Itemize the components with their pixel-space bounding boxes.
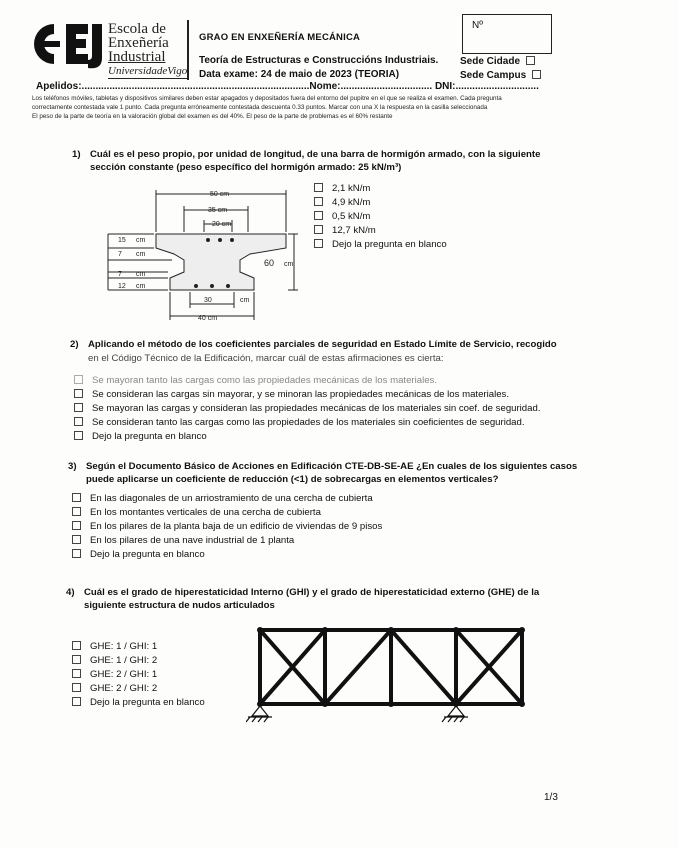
option-checkbox[interactable] [72, 641, 81, 650]
exam-date: Data exame: 24 de maio de 2023 (TEORIA) [199, 69, 400, 80]
option-checkbox[interactable] [72, 683, 81, 692]
school-name [108, 22, 187, 79]
option[interactable] [314, 210, 447, 224]
header-divider [187, 20, 189, 80]
pin-support-icon [442, 706, 468, 722]
option-label: Dejo la pregunta en blanco [90, 697, 205, 708]
option-label: Se mayoran tanto las cargas como las propiedades mecánicas de los materiales. [92, 375, 438, 386]
question-3 [68, 460, 588, 490]
dim-bot-width: 40 cm [198, 315, 218, 322]
option-label: Dejo la pregunta en blanco [92, 431, 207, 442]
option-checkbox[interactable] [72, 535, 81, 544]
option-label: 12,7 kN/m [332, 225, 376, 236]
option[interactable] [72, 548, 382, 562]
school-line-3: Industrial [108, 49, 166, 65]
dim-bot-web: 30 [204, 297, 212, 304]
option-checkbox[interactable] [74, 375, 83, 384]
option-checkbox[interactable] [72, 669, 81, 678]
option-label: En los pilares de la planta baja de un edificio de viviendas de 9 pisos [90, 521, 383, 532]
course-title: Teoría de Estructuras e Construccións Industriais. [199, 55, 439, 66]
page-number: 1/3 [544, 792, 558, 803]
question-number: 2) [70, 339, 79, 350]
dim-top-width: 50 cm [210, 191, 230, 198]
truss-diagram [246, 618, 536, 728]
option-checkbox[interactable] [314, 197, 323, 206]
option[interactable] [74, 388, 540, 402]
option-label: En los pilares de una nave industrial de 1 planta [90, 535, 295, 546]
option[interactable] [72, 492, 382, 506]
question-text: Cuál es el peso propio, por unidad de longitud, de una barra de hormigón armado, con la siguiente sección constante (peso específico del hormigón armado: 25 kN/m³) [90, 149, 541, 173]
dim-bot-flange: 12 [118, 283, 126, 290]
dim-top-haunch: 7 [118, 251, 122, 258]
exam-instructions [32, 94, 592, 121]
dim-unit: cm [136, 237, 146, 244]
option[interactable] [72, 640, 205, 654]
question-text: Cuál es el grado de hiperestaticidad Interno (GHI) y el grado de hiperestaticidad externo (GHE) de la siguiente estructura de nudos articulados [84, 587, 540, 611]
question-2 [70, 338, 590, 368]
option-checkbox[interactable] [74, 389, 83, 398]
option-label: 2,1 kN/m [332, 183, 371, 194]
dim-bot-haunch: 7 [118, 271, 122, 278]
question-text-line-2: en el Código Técnico de la Edificación, marcar cuál de estas afirmaciones es cierta: [88, 353, 444, 364]
dim-unit: cm [136, 271, 146, 278]
question-text-line-1: Aplicando el método de los coeficientes parciales de seguridad en Estado Límite de Servicio, recogido [88, 339, 557, 350]
question-3-options [72, 492, 382, 562]
dim-mid-width: 35 cm [208, 207, 228, 214]
option-checkbox[interactable] [314, 183, 323, 192]
option-checkbox[interactable] [74, 431, 83, 440]
school-logo [32, 20, 104, 70]
option-checkbox[interactable] [72, 493, 81, 502]
sede-campus[interactable] [460, 70, 541, 81]
option[interactable] [314, 182, 447, 196]
dim-top-flange: 15 [118, 237, 126, 244]
question-4-options [72, 640, 205, 710]
option[interactable] [74, 402, 540, 416]
option[interactable] [74, 416, 540, 430]
pin-support-icon [246, 706, 272, 722]
option-checkbox[interactable] [72, 655, 81, 664]
question-number: 1) [72, 149, 81, 160]
option-label: Se consideran tanto las cargas como las propiedades de los materiales sin coeficientes de seguridad. [92, 417, 525, 428]
school-line-1: Escola de [108, 21, 166, 37]
option-checkbox[interactable] [72, 521, 81, 530]
option-label: GHE: 2 / GHI: 2 [90, 683, 158, 694]
university-name: UniversidadeVigo [108, 65, 188, 77]
option-label: En las diagonales de un arriostramiento de una cercha de cubierta [90, 493, 373, 504]
exam-number-label: Nº [472, 20, 483, 31]
option-label: GHE: 2 / GHI: 1 [90, 669, 158, 680]
instruction-line: El peso de la parte de teoría en la valoración global del examen es del 40%. El peso de la parte de problemas es el 60% restante [32, 113, 393, 120]
option-checkbox[interactable] [72, 507, 81, 516]
option[interactable] [314, 196, 447, 210]
option-checkbox[interactable] [314, 239, 323, 248]
option-checkbox[interactable] [74, 403, 83, 412]
question-1 [72, 148, 572, 178]
option[interactable] [72, 506, 382, 520]
dim-unit: cm [136, 283, 146, 290]
option[interactable] [72, 654, 205, 668]
school-line-2: Enxeñería [108, 35, 169, 51]
dim-unit: cm [136, 251, 146, 258]
instruction-line: Los teléfonos móviles, tabletas y dispositivos similares deben estar apagados y depositados fuera del entorno del pupitre en el que se realiza el examen. Cada pregunta [32, 95, 502, 102]
option[interactable] [74, 430, 540, 444]
dim-unit: cm [240, 297, 250, 304]
sede-city-label: Sede Cidade [460, 56, 521, 67]
option[interactable] [74, 374, 540, 388]
option-label: Se mayoran las cargas y consideran las propiedades mecánicas de los materiales sin coef. de seguridad. [92, 403, 541, 414]
option-label: 0,5 kN/m [332, 211, 371, 222]
option-label: GHE: 1 / GHI: 2 [90, 655, 158, 666]
option[interactable] [72, 696, 205, 710]
question-2-options [74, 374, 540, 444]
option-checkbox[interactable] [314, 225, 323, 234]
instruction-line: correctamente contestada vale 1 punto. Cada pregunta erróneamente contestada descuenta 0.33 puntos. Marcar con una X la respuesta en la casilla seleccionada [32, 104, 488, 111]
option-checkbox[interactable] [74, 417, 83, 426]
option[interactable] [72, 534, 382, 548]
option[interactable] [72, 682, 205, 696]
option-checkbox[interactable] [72, 697, 81, 706]
question-number: 3) [68, 461, 77, 472]
option-label: Dejo la pregunta en blanco [90, 549, 205, 560]
sede-campus-label: Sede Campus [460, 70, 527, 81]
sede-city-checkbox[interactable] [526, 56, 535, 65]
option-label: GHE: 1 / GHI: 1 [90, 641, 158, 652]
degree-title: GRAO EN ENXEÑERÍA MECÁNICA [199, 32, 361, 43]
option-checkbox[interactable] [72, 549, 81, 558]
option[interactable] [72, 520, 382, 534]
dim-height: 60 [264, 258, 275, 268]
sede-city[interactable] [460, 56, 535, 67]
student-id-line[interactable]: Apelidos:..................................................................................Nome:................................. DNI:.............................. [36, 81, 539, 92]
option-label: En los montantes verticales de una cercha de cubierta [90, 507, 321, 518]
option-label: Se consideran las cargas sin mayorar, y se minoran las propiedades mecánicas de los materiales. [92, 389, 509, 400]
exam-number-field[interactable] [462, 14, 552, 54]
option[interactable] [72, 668, 205, 682]
option-label: 4,9 kN/m [332, 197, 371, 208]
cross-section-diagram [104, 184, 304, 324]
option-label: Dejo la pregunta en blanco [332, 239, 447, 250]
question-1-options [314, 182, 447, 252]
option-checkbox[interactable] [314, 211, 323, 220]
option[interactable] [314, 238, 447, 252]
option[interactable] [314, 224, 447, 238]
dim-unit: cm [284, 261, 294, 268]
question-4 [66, 586, 586, 616]
question-number: 4) [66, 587, 75, 598]
question-text: Según el Documento Básico de Acciones en Edificación CTE-DB-SE-AE ¿En cuales de los siguientes casos puede aplicarse un coeficiente de reducción (<1) de sobrecargas en elementos verticales? [86, 461, 578, 485]
dim-web-width: 20 cm [212, 221, 232, 228]
sede-campus-checkbox[interactable] [532, 70, 541, 79]
